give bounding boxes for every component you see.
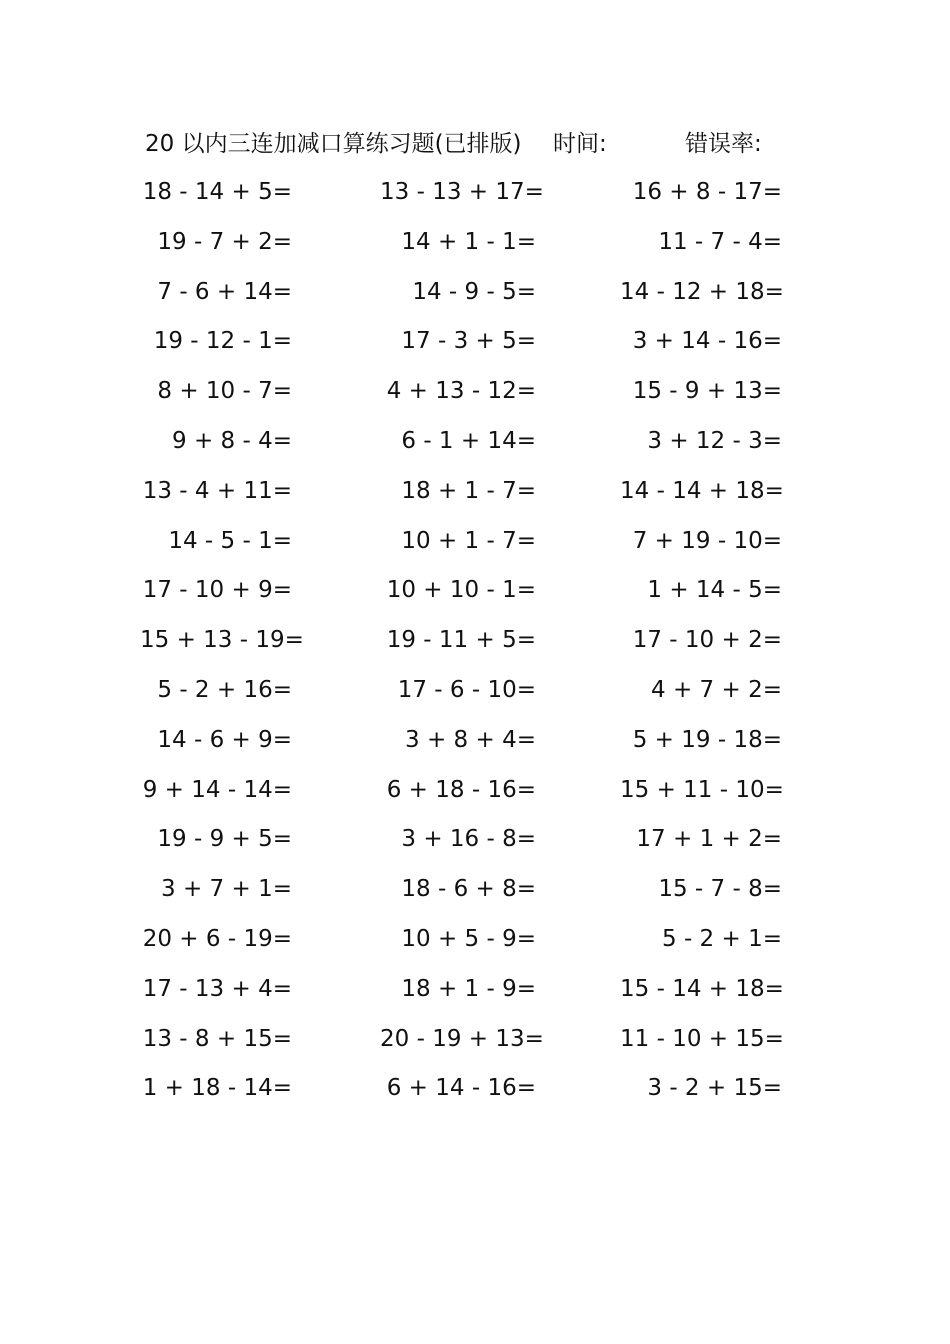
math-problem: 13 - 4 + 11= (142, 477, 292, 504)
math-problem: 11 - 7 - 4= (658, 228, 782, 255)
problem-row (140, 521, 800, 571)
math-problem: 1 + 18 - 14= (142, 1075, 292, 1102)
math-problem: 15 - 7 - 8= (658, 876, 782, 903)
math-problem: 16 + 8 - 17= (632, 179, 782, 205)
problem-row (140, 471, 800, 521)
math-problem: 3 + 16 - 8= (401, 826, 536, 853)
math-problem: 3 + 8 + 4= (405, 726, 536, 753)
math-problem: 5 - 2 + 1= (662, 925, 782, 952)
math-problem: 19 - 9 + 5= (157, 826, 292, 853)
problem-row (140, 272, 800, 322)
math-problem: 18 - 14 + 5= (142, 179, 292, 205)
problem-row (140, 172, 800, 222)
problem-grid (140, 172, 800, 1118)
problem-row (140, 1068, 800, 1118)
math-problem: 6 + 18 - 16= (386, 776, 536, 803)
math-problem: 4 + 7 + 2= (651, 676, 782, 703)
math-problem: 6 - 1 + 14= (401, 427, 536, 454)
math-problem: 20 + 6 - 19= (142, 925, 292, 952)
math-problem: 10 + 10 - 1= (386, 577, 536, 604)
problem-row (140, 222, 800, 272)
math-problem: 17 - 10 + 2= (632, 627, 782, 654)
math-problem: 15 - 9 + 13= (632, 378, 782, 405)
math-problem: 14 - 14 + 18= (620, 477, 784, 504)
math-problem: 17 - 3 + 5= (401, 328, 536, 355)
math-problem: 17 - 6 - 10= (397, 676, 536, 703)
math-problem: 18 + 1 - 9= (401, 975, 536, 1002)
math-problem: 11 - 10 + 15= (620, 1025, 784, 1052)
math-problem: 17 - 10 + 9= (142, 577, 292, 604)
math-problem: 15 - 14 + 18= (620, 975, 784, 1002)
math-problem: 19 - 7 + 2= (157, 228, 292, 255)
math-problem: 5 + 19 - 18= (632, 726, 782, 753)
math-problem: 7 + 19 - 10= (632, 527, 782, 554)
error-rate-label: 错误率: (685, 131, 762, 157)
math-problem: 3 - 2 + 15= (647, 1075, 782, 1102)
math-problem: 20 - 19 + 13= (380, 1025, 544, 1052)
problem-row (140, 869, 800, 919)
problem-row (140, 770, 800, 820)
math-problem: 14 - 9 - 5= (412, 278, 536, 305)
time-label: 时间: (553, 131, 607, 157)
problem-row (140, 620, 800, 670)
math-problem: 7 - 6 + 14= (157, 278, 292, 305)
math-problem: 10 + 5 - 9= (401, 925, 536, 952)
math-problem: 15 + 11 - 10= (620, 776, 784, 803)
math-problem: 14 + 1 - 1= (401, 228, 536, 255)
math-problem: 17 - 13 + 4= (142, 975, 292, 1002)
problem-row (140, 919, 800, 969)
math-problem: 3 + 7 + 1= (161, 876, 292, 903)
problem-row (140, 1019, 800, 1069)
problem-row (140, 969, 800, 1019)
math-problem: 15 + 13 - 19= (140, 627, 304, 654)
math-problem: 6 + 14 - 16= (386, 1075, 536, 1102)
worksheet-header (145, 124, 805, 164)
math-problem: 4 + 13 - 12= (386, 378, 536, 405)
math-problem: 13 - 8 + 15= (142, 1025, 292, 1052)
math-problem: 8 + 10 - 7= (157, 378, 292, 405)
math-problem: 9 + 14 - 14= (142, 776, 292, 803)
problem-row (140, 321, 800, 371)
math-problem: 10 + 1 - 7= (401, 527, 536, 554)
math-problem: 18 - 6 + 8= (401, 876, 536, 903)
math-problem: 17 + 1 + 2= (636, 826, 782, 853)
math-problem: 19 - 12 - 1= (153, 328, 292, 355)
math-problem: 13 - 13 + 17= (380, 179, 544, 205)
math-problem: 1 + 14 - 5= (647, 577, 782, 604)
problem-row (140, 570, 800, 620)
math-problem: 18 + 1 - 7= (401, 477, 536, 504)
problem-row (140, 371, 800, 421)
math-problem: 9 + 8 - 4= (172, 427, 292, 454)
problem-row (140, 421, 800, 471)
problem-row (140, 819, 800, 869)
math-problem: 19 - 11 + 5= (386, 627, 536, 654)
problem-row (140, 670, 800, 720)
worksheet-title: 20 以内三连加减口算练习题(已排版) (145, 131, 522, 157)
problem-row (140, 720, 800, 770)
math-problem: 14 - 5 - 1= (168, 527, 292, 554)
math-problem: 14 - 12 + 18= (620, 278, 784, 305)
math-problem: 14 - 6 + 9= (157, 726, 292, 753)
math-problem: 3 + 14 - 16= (632, 328, 782, 355)
math-problem: 3 + 12 - 3= (647, 427, 782, 454)
math-problem: 5 - 2 + 16= (157, 676, 292, 703)
